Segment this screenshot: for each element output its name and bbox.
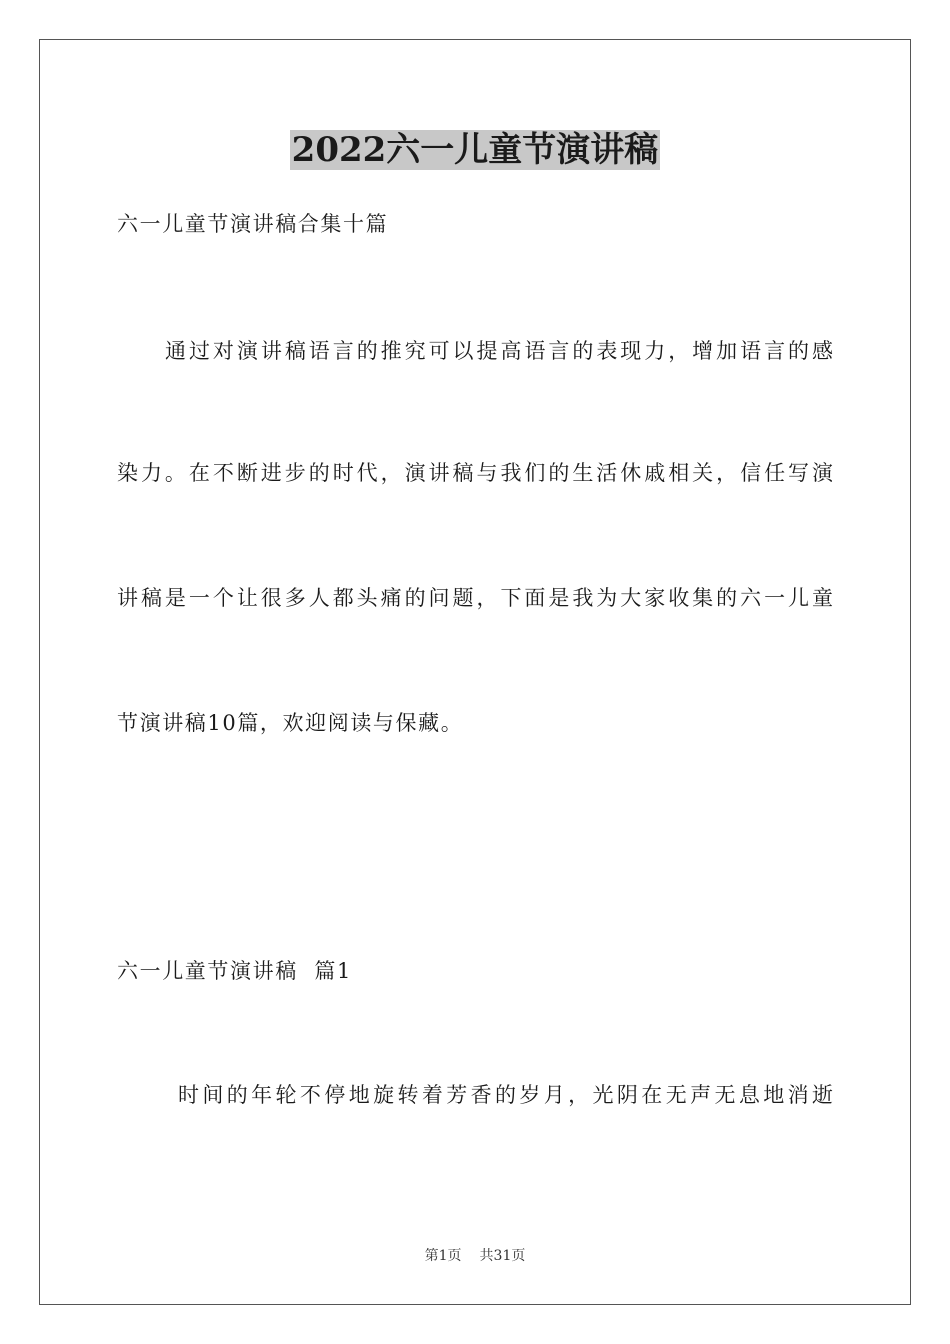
- page-number: 第1页: [424, 1248, 462, 1264]
- intro-line-1: 通过对演讲稿语言的推究可以提高语言的表现力，增加语言的感: [165, 339, 833, 363]
- page-footer: [0, 1246, 950, 1266]
- document-subtitle: 六一儿童节演讲稿合集十篇: [117, 212, 389, 236]
- document-title: [0, 128, 950, 172]
- intro-line-2: 染力。在不断进步的时代，演讲稿与我们的生活休戚相关，信任写演: [117, 461, 833, 485]
- page-total: 共31页: [479, 1248, 526, 1264]
- section-line-1: 时间的年轮不停地旋转着芳香的岁月，光阴在无声无息地消逝: [178, 1083, 833, 1107]
- intro-line-4: 节演讲稿10篇，欢迎阅读与保藏。: [117, 711, 464, 735]
- section-heading: 六一儿童节演讲稿 篇1: [117, 959, 352, 983]
- document-title-text: 2022六一儿童节演讲稿: [291, 130, 659, 170]
- intro-line-3: 讲稿是一个让很多人都头痛的问题，下面是我为大家收集的六一儿童: [117, 586, 833, 610]
